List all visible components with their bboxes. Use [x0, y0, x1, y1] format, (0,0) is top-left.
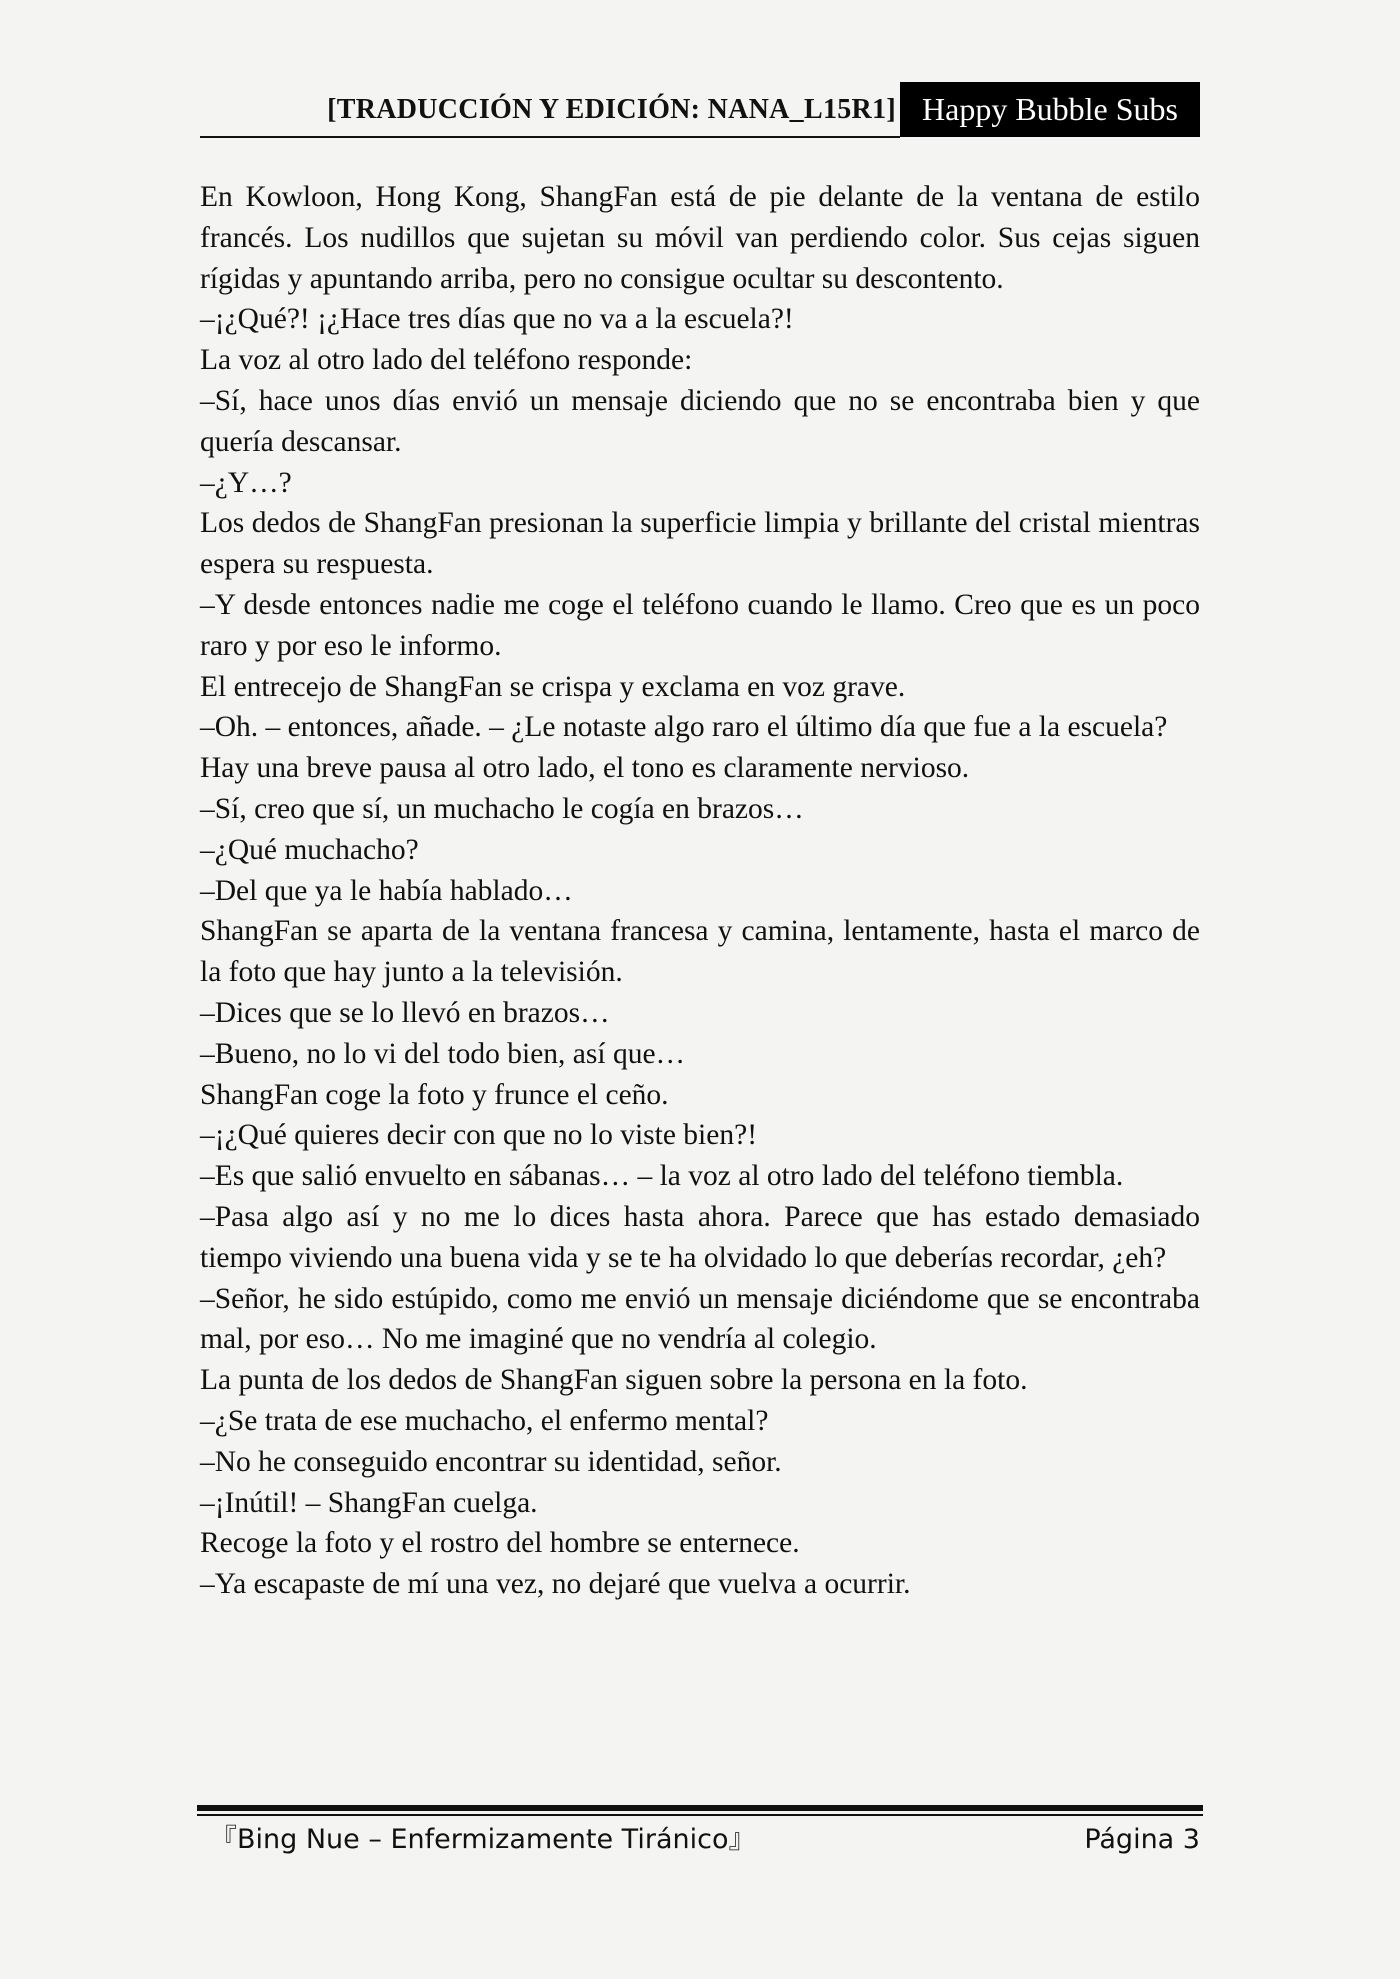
- translation-credit: [TRADUCCIÓN Y EDICIÓN: NANA_L15R1]: [327, 94, 896, 125]
- paragraph: Los dedos de ShangFan presionan la superficie limpia y brillante del cristal mientras espera su respuesta.: [200, 507, 1200, 581]
- paragraph: –Sí, hace unos días envió un mensaje diciendo que no se encontraba bien y que quería descansar.: [200, 384, 1200, 458]
- paragraph: –Dices que se lo llevó en brazos…: [200, 996, 610, 1029]
- footer-divider-thick: [197, 1805, 1203, 1811]
- paragraph: –¡¿Qué quieres decir con que no lo viste bien?!: [200, 1119, 758, 1152]
- paragraph: –Del que ya le había hablado…: [200, 874, 573, 907]
- body-text: [200, 177, 1200, 1605]
- paragraph: –¡Inútil! – ShangFan cuelga.: [200, 1486, 538, 1519]
- paragraph: ShangFan se aparta de la ventana francesa y camina, lentamente, hasta el marco de la foto que hay junto a la televisión.: [200, 915, 1200, 989]
- header-divider: [200, 136, 900, 138]
- brand-label: Happy Bubble Subs: [900, 82, 1200, 137]
- paragraph: –Señor, he sido estúpido, como me envió un mensaje diciéndome que se encontraba mal, por eso… No me imaginé que no vendría al colegio.: [200, 1282, 1200, 1356]
- paragraph: –¿Se trata de ese muchacho, el enfermo mental?: [200, 1404, 769, 1437]
- paragraph: –No he conseguido encontrar su identidad, señor.: [200, 1445, 782, 1478]
- paragraph: –Y desde entonces nadie me coge el teléfono cuando le llamo. Creo que es un poco raro y por eso le informo.: [200, 588, 1200, 662]
- paragraph: –Es que salió envuelto en sábanas… – la voz al otro lado del teléfono tiembla.: [200, 1160, 1124, 1193]
- paragraph: –Bueno, no lo vi del todo bien, así que…: [200, 1037, 686, 1070]
- book-title: 『Bing Nue – Enfermizamente Tiránico』: [210, 1824, 756, 1855]
- paragraph: Hay una breve pausa al otro lado, el tono es claramente nervioso.: [200, 752, 970, 785]
- paragraph: –¡¿Qué?! ¡¿Hace tres días que no va a la escuela?!: [200, 303, 794, 336]
- paragraph: –¿Y…?: [200, 466, 292, 499]
- paragraph: El entrecejo de ShangFan se crispa y exclama en voz grave.: [200, 670, 906, 703]
- paragraph: –Oh. – entonces, añade. – ¿Le notaste algo raro el último día que fue a la escuela?: [200, 711, 1168, 744]
- page-header: [200, 82, 1200, 137]
- page-number: Página 3: [1084, 1824, 1200, 1855]
- footer-divider-thin: [197, 1814, 1203, 1816]
- paragraph: –Pasa algo así y no me lo dices hasta ahora. Parece que has estado demasiado tiempo viviendo una buena vida y se te ha olvidado lo que deberías recordar, ¿eh?: [200, 1200, 1200, 1274]
- paragraph: ShangFan coge la foto y frunce el ceño.: [200, 1078, 669, 1111]
- paragraph: La voz al otro lado del teléfono responde:: [200, 344, 693, 377]
- paragraph: En Kowloon, Hong Kong, ShangFan está de pie delante de la ventana de estilo francés. Los nudillos que sujetan su móvil van perdiendo color. Sus cejas siguen rígidas y apuntando arriba, pero no consigue ocultar su descontento.: [200, 181, 1200, 295]
- paragraph: –Sí, creo que sí, un muchacho le cogía en brazos…: [200, 792, 804, 825]
- paragraph: La punta de los dedos de ShangFan siguen sobre la persona en la foto.: [200, 1364, 1028, 1397]
- paragraph: –¿Qué muchacho?: [200, 833, 419, 866]
- paragraph: –Ya escapaste de mí una vez, no dejaré que vuelva a ocurrir.: [200, 1568, 911, 1601]
- paragraph: Recoge la foto y el rostro del hombre se enternece.: [200, 1527, 800, 1560]
